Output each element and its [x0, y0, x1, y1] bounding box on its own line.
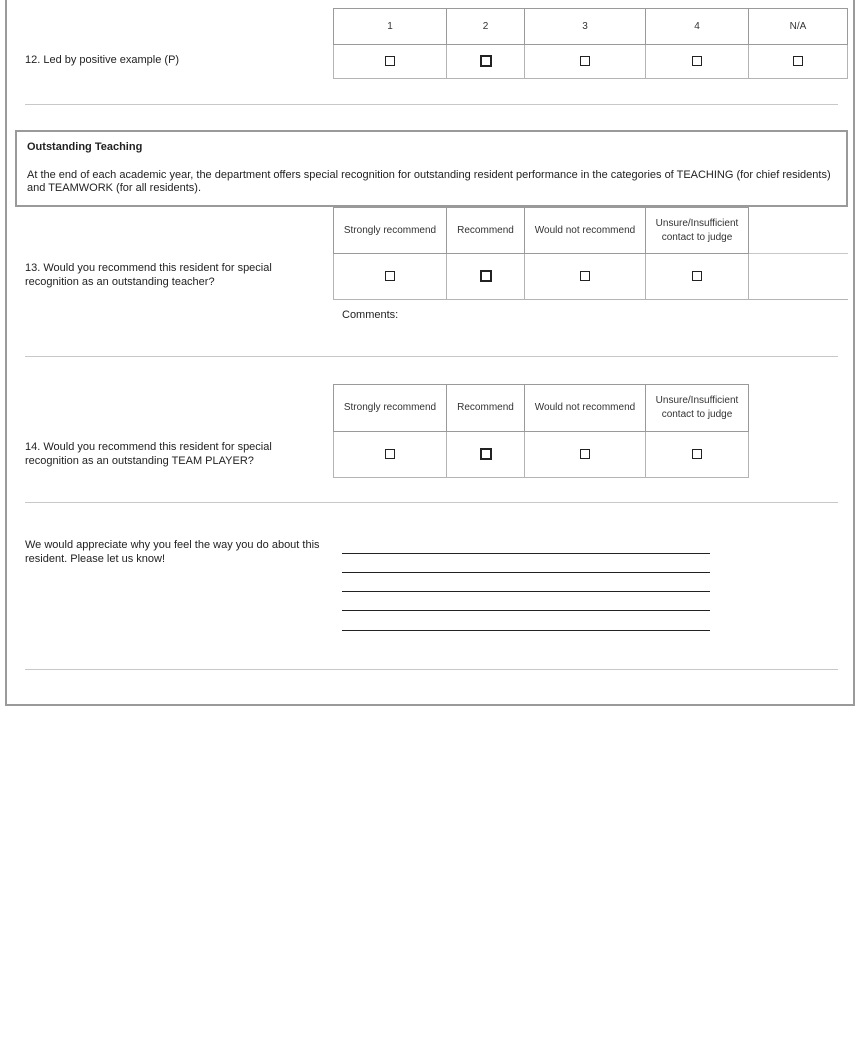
- feedback-write-line[interactable]: [342, 630, 710, 631]
- q13-label: 13. Would you recommend this resident for special recognition as an outstanding teacher?: [25, 262, 272, 288]
- divider: [25, 356, 838, 357]
- q12-checkbox-na[interactable]: [793, 56, 803, 66]
- q14-checkbox-strongly-recommend[interactable]: [385, 449, 395, 459]
- q14-col-strongly-recommend: Strongly recommend: [334, 385, 447, 432]
- outstanding-teaching-text: At the end of each academic year, the department offers special recognition for outstanding resident performance in the categories of TEACHING (for chief residents) and TEAMWORK (for all residents).: [27, 169, 831, 194]
- q13-recommend-table: [333, 207, 848, 300]
- divider: [25, 669, 838, 670]
- q13-checkbox-unsure[interactable]: [692, 271, 702, 281]
- q13-checkbox-would-not-recommend[interactable]: [580, 271, 590, 281]
- form-page-frame: [5, 0, 855, 706]
- feedback-write-line[interactable]: [342, 591, 710, 592]
- q13-checkbox-strongly-recommend[interactable]: [385, 271, 395, 281]
- q12-label: 12. Led by positive example (P): [25, 54, 180, 66]
- q13-col-unsure: Unsure/Insufficient contact to judge: [646, 208, 749, 254]
- q14-checkbox-recommend[interactable]: [480, 448, 492, 460]
- q13-col-recommend: Recommend: [447, 208, 525, 254]
- q14-checkbox-would-not-recommend[interactable]: [580, 449, 590, 459]
- q12-col-na: N/A: [749, 9, 848, 45]
- divider: [25, 502, 838, 503]
- q12-checkbox-3[interactable]: [580, 56, 590, 66]
- feedback-label: We would appreciate why you feel the way you do about this resident. Please let us know!: [25, 539, 320, 565]
- q14-col-recommend: Recommend: [447, 385, 525, 432]
- q14-col-would-not-recommend: Would not recommend: [525, 385, 646, 432]
- q12-checkbox-4[interactable]: [692, 56, 702, 66]
- divider: [25, 104, 838, 105]
- q14-label: 14. Would you recommend this resident for special recognition as an outstanding TEAM PLAYER?: [25, 441, 272, 467]
- q14-col-unsure: Unsure/Insufficient contact to judge: [646, 385, 749, 432]
- q12-col-2: 2: [447, 9, 525, 45]
- q12-rating-table: [333, 8, 848, 79]
- q13-checkbox-recommend[interactable]: [480, 270, 492, 282]
- feedback-write-line[interactable]: [342, 610, 710, 611]
- q12-col-4: 4: [646, 9, 749, 45]
- feedback-write-line[interactable]: [342, 553, 710, 554]
- q12-checkbox-1[interactable]: [385, 56, 395, 66]
- feedback-write-line[interactable]: [342, 572, 710, 573]
- q13-comments-label: Comments:: [342, 309, 399, 321]
- outstanding-teaching-box: [15, 130, 848, 207]
- q14-checkbox-unsure[interactable]: [692, 449, 702, 459]
- outstanding-teaching-title: Outstanding Teaching: [27, 141, 143, 153]
- q13-col-would-not-recommend: Would not recommend: [525, 208, 646, 254]
- q13-col-strongly-recommend: Strongly recommend: [334, 208, 447, 254]
- q12-col-1: 1: [334, 9, 447, 45]
- q14-recommend-table: [333, 384, 749, 478]
- q12-col-3: 3: [525, 9, 646, 45]
- q12-checkbox-2[interactable]: [480, 55, 492, 67]
